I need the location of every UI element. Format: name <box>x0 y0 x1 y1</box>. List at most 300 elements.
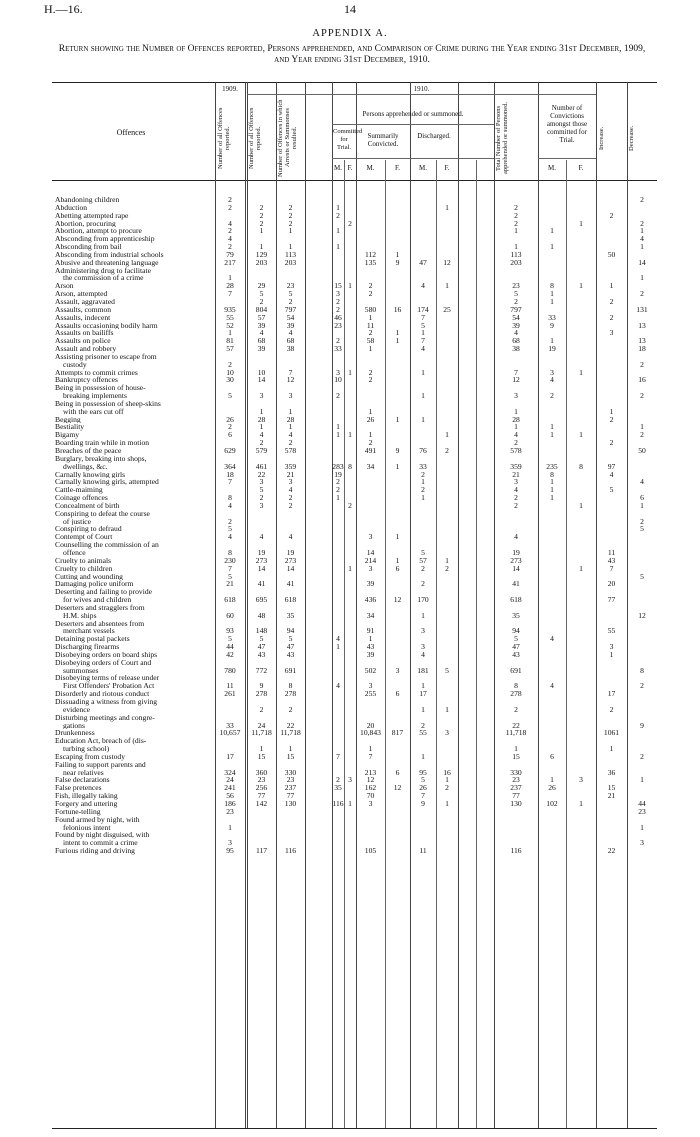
table-cell: 1 <box>336 226 340 236</box>
table-cell: 22 <box>512 720 520 730</box>
table-cell: 1 <box>609 649 614 659</box>
table-cell: 91 <box>366 626 375 636</box>
table-cell: 1 <box>609 281 614 291</box>
table-cell: 5 <box>259 289 264 299</box>
table-cell: 330 <box>284 767 297 777</box>
table-cell: 35 <box>512 610 520 620</box>
offence-name <box>55 423 210 431</box>
table-cell: 2 <box>259 704 264 714</box>
table-row <box>0 580 700 588</box>
offence-name-continued: near relatives <box>63 767 104 777</box>
table-cell: 1 <box>336 422 340 432</box>
offence-name <box>55 737 210 753</box>
table-cell: 2 <box>288 438 293 448</box>
table-cell: 47 <box>286 642 295 652</box>
table-cell: 7 <box>514 367 518 377</box>
table-cell: 5 <box>259 485 264 495</box>
table-cell: 94 <box>286 626 295 636</box>
table-cell: 7 <box>368 751 373 761</box>
table-row <box>0 565 700 573</box>
table-cell: 10 <box>257 367 266 377</box>
table-cell: 2 <box>421 469 425 479</box>
table-cell: 77 <box>286 791 295 801</box>
table-cell: 77 <box>607 595 616 605</box>
table-cell: 3 <box>445 728 449 738</box>
offence-name <box>55 659 210 675</box>
table-row <box>0 588 700 604</box>
table-cell: 39 <box>286 320 295 330</box>
table-cell: 58 <box>366 336 375 346</box>
table-row <box>0 651 700 659</box>
table-cell: 7 <box>421 336 425 346</box>
table-cell: 79 <box>226 249 234 259</box>
table-cell: 23 <box>286 775 295 785</box>
table-cell: 3 <box>579 775 583 785</box>
table-cell: 2 <box>550 391 554 401</box>
table-cell: 19 <box>286 547 295 557</box>
table-cell: 1 <box>368 344 373 354</box>
offence-name-text: Cutting and wounding <box>55 572 123 581</box>
table-cell: 21 <box>512 469 520 479</box>
table-cell: 3 <box>550 367 554 377</box>
table-cell: 2 <box>259 202 264 212</box>
table-cell: 12 <box>366 775 375 785</box>
table-cell: 797 <box>284 304 297 314</box>
summarily-m: M. <box>366 164 375 172</box>
offence-name <box>55 792 210 800</box>
table-cell: 113 <box>284 249 297 259</box>
offence-name-text: Contempt of Court <box>55 533 113 542</box>
table-cell: 2 <box>336 304 340 314</box>
table-cell: 11 <box>419 846 427 856</box>
table-row <box>0 831 700 847</box>
table-cell: 2 <box>640 195 644 204</box>
offence-name <box>55 227 210 235</box>
table-cell: 1 <box>579 218 583 228</box>
table-cell: 8 <box>348 461 352 471</box>
table-cell: 1 <box>228 822 232 832</box>
offence-name-continued: breaking implements <box>63 391 127 400</box>
table-cell: 174 <box>417 304 429 314</box>
offence-name <box>55 235 210 243</box>
offence-name <box>55 439 210 447</box>
table-cell: 4 <box>550 681 554 691</box>
offence-name-text: Arson, attempted <box>55 290 108 298</box>
discharged-f: F. <box>444 164 450 172</box>
table-cell: 44 <box>638 798 646 808</box>
offence-name <box>55 816 210 832</box>
table-cell: 2 <box>609 414 614 424</box>
table-cell: 1 <box>640 226 644 236</box>
offence-name-continued: gations <box>63 720 85 730</box>
table-cell: 28 <box>226 281 234 291</box>
table-cell: 130 <box>284 798 297 808</box>
table-row <box>0 345 700 353</box>
table-cell: 230 <box>224 555 236 565</box>
table-cell: 461 <box>255 461 268 471</box>
table-cell: 1 <box>368 744 373 754</box>
table-cell: 29 <box>257 281 266 291</box>
table-body <box>0 196 700 855</box>
offence-name-text: Failing to support parents and <box>55 760 146 769</box>
table-cell: 23 <box>512 775 520 785</box>
table-cell: 578 <box>284 446 297 455</box>
table-cell: 102 <box>546 798 558 808</box>
table-row <box>0 329 700 337</box>
table-cell: 2 <box>421 563 425 573</box>
offence-name-text: Found by night disguised, with <box>55 831 150 840</box>
offence-name-text: Carnally knowing girls <box>55 470 126 479</box>
table-cell: 129 <box>255 249 268 259</box>
table-cell: 1 <box>609 406 614 416</box>
table-cell: 2 <box>640 516 644 526</box>
table-cell: 3 <box>421 626 425 636</box>
year-1909-header: 1909. <box>222 85 238 93</box>
table-cell: 21 <box>286 469 295 479</box>
offence-name-text: Disobeying orders of Court and <box>55 658 152 667</box>
table-row <box>0 510 700 526</box>
offence-name-text: Discharging firearms <box>55 643 120 651</box>
table-cell: 3 <box>228 838 232 848</box>
table-cell: 68 <box>512 336 520 346</box>
table-cell: 162 <box>364 783 377 793</box>
table-row <box>0 816 700 832</box>
table-row <box>0 227 700 235</box>
table-cell: 44 <box>226 642 234 652</box>
table-cell: 4 <box>514 485 518 495</box>
table-row <box>0 353 700 369</box>
table-cell: 34 <box>366 610 375 620</box>
table-cell: 116 <box>284 846 297 856</box>
offence-name-text: Detaining postal packets <box>55 635 130 644</box>
table-cell: 2 <box>421 720 425 730</box>
discharged-m: M. <box>419 164 427 172</box>
table-cell: 55 <box>607 626 616 636</box>
table-row <box>0 376 700 384</box>
table-cell: 43 <box>366 642 375 652</box>
offence-name <box>55 620 210 636</box>
table-row <box>0 204 700 212</box>
table-cell: 17 <box>607 689 616 699</box>
table-cell: 21 <box>226 579 234 589</box>
offence-name-text: Disorderly and riotous conduct <box>55 690 150 698</box>
table-cell: 1 <box>368 634 373 644</box>
offence-name <box>55 259 210 267</box>
table-cell: 2 <box>288 500 293 510</box>
table-cell: 1 <box>514 406 518 416</box>
table-cell: 70 <box>366 791 375 801</box>
table-cell: 2 <box>348 500 352 510</box>
offence-name-text: Absconding from apprenticeship <box>55 235 155 244</box>
table-cell: 1061 <box>603 728 620 738</box>
table-cell: 578 <box>510 446 522 455</box>
table-cell: 618 <box>284 595 297 605</box>
table-cell: 46 <box>334 312 342 322</box>
table-cell: 26 <box>419 783 427 793</box>
summarily-f: F. <box>394 164 401 172</box>
offence-name-text: Disturbing meetings and congre- <box>55 713 155 722</box>
table-cell: 3 <box>421 642 425 652</box>
table-cell: 93 <box>226 626 234 636</box>
table-row <box>0 776 700 784</box>
offence-name <box>55 400 210 416</box>
offence-name <box>55 369 210 377</box>
table-cell: 3 <box>259 391 264 401</box>
table-cell: 1 <box>421 328 425 338</box>
offence-name-text: Forgery and uttering <box>55 799 118 808</box>
offence-name <box>55 447 210 455</box>
table-cell: 1 <box>348 367 352 377</box>
table-cell: 1 <box>550 226 554 236</box>
table-row <box>0 384 700 400</box>
table-cell: 76 <box>419 446 427 455</box>
table-cell: 237 <box>284 783 297 793</box>
table-row <box>0 447 700 455</box>
table-cell: 22 <box>286 720 295 730</box>
table-cell: 28 <box>512 414 520 424</box>
table-cell: 12 <box>393 783 402 793</box>
offence-name-text: Bigamy <box>55 431 80 440</box>
table-cell: 28 <box>257 414 266 424</box>
offence-name <box>55 353 210 369</box>
offence-name-text: Counselling the commission of an <box>55 541 159 550</box>
table-cell: 2 <box>259 218 264 228</box>
table-cell: 11 <box>226 681 234 691</box>
table-cell: 186 <box>224 798 236 808</box>
table-cell: 4 <box>288 485 293 495</box>
table-cell: 14 <box>257 563 266 573</box>
offence-name <box>55 831 210 847</box>
table-cell: 6 <box>395 689 400 699</box>
table-cell: 1 <box>421 414 425 424</box>
table-cell: 1 <box>288 744 293 754</box>
offence-name-text: Abortion, procuring <box>55 219 116 228</box>
table-cell: 113 <box>510 249 522 259</box>
table-cell: 2 <box>514 438 518 448</box>
col-all-offences-1910: Number of all Offences reported. <box>248 107 262 169</box>
table-cell: 2 <box>514 493 518 503</box>
table-cell: 2 <box>445 446 449 455</box>
table-cell: 170 <box>417 595 429 605</box>
table-cell: 1 <box>288 422 293 432</box>
table-cell: 1 <box>550 775 554 785</box>
table-cell: 1 <box>421 367 425 377</box>
table-cell: 1 <box>445 430 449 440</box>
offence-name-text: Attempts to commit crimes <box>55 368 138 377</box>
table-cell: 33 <box>334 344 342 354</box>
table-cell: 116 <box>332 798 344 808</box>
table-cell: 26 <box>366 414 375 424</box>
table-cell: 817 <box>391 728 404 738</box>
offences-header: Offences <box>116 128 146 137</box>
table-cell: 1 <box>514 422 518 432</box>
table-cell: 50 <box>638 446 646 455</box>
table-cell: 57 <box>257 312 266 322</box>
offence-name-text: Abandoning children <box>55 196 120 204</box>
table-cell: 6 <box>550 751 554 761</box>
page-number: 14 <box>344 2 356 16</box>
table-cell: 9 <box>259 681 264 691</box>
table-cell: 2 <box>228 242 232 252</box>
table-cell: 5 <box>228 524 232 534</box>
table-cell: 2 <box>609 438 614 448</box>
table-cell: 8 <box>228 493 232 503</box>
table-cell: 181 <box>417 665 429 675</box>
appendix-title: APPENDIX A. <box>312 28 388 39</box>
offence-name <box>55 525 210 533</box>
table-cell: 8 <box>550 469 554 479</box>
col-arrests: Number of Offences in which Arrests or Summonses resulted. <box>277 99 298 177</box>
table-cell: 43 <box>607 555 616 565</box>
table-cell: 1 <box>579 367 583 377</box>
offence-name <box>55 674 210 690</box>
table-cell: 23 <box>257 775 266 785</box>
table-cell: 2 <box>514 704 518 714</box>
table-cell: 14 <box>366 547 375 557</box>
offence-name <box>55 714 210 730</box>
table-cell: 1 <box>550 485 554 495</box>
table-cell: 41 <box>257 579 266 589</box>
offence-name-text: False declarations <box>55 776 110 785</box>
table-cell: 5 <box>421 320 425 330</box>
table-cell: 2 <box>445 783 449 793</box>
table-cell: 18 <box>638 344 646 354</box>
offence-name-continued: intent to commit a crime <box>63 838 138 848</box>
offence-name-text: Assaults on bailiffs <box>55 329 114 338</box>
table-cell: 38 <box>512 344 520 354</box>
table-cell: 1 <box>421 391 425 401</box>
offence-name <box>55 345 210 353</box>
table-cell: 4 <box>421 649 425 659</box>
table-cell: 1 <box>336 202 340 212</box>
table-row <box>0 220 700 228</box>
offence-name-text: Dissuading a witness from giving <box>55 698 158 706</box>
table-cell: 3 <box>609 328 614 338</box>
offence-name-continued: the commission of a crime <box>63 273 144 283</box>
offence-name-text: Drunkenness <box>55 729 95 738</box>
table-cell: 43 <box>286 649 295 659</box>
table-cell: 6 <box>395 767 400 777</box>
table-cell: 7 <box>421 312 425 322</box>
table-cell: 4 <box>514 430 518 440</box>
table-cell: 2 <box>348 218 352 228</box>
table-cell: 1 <box>514 242 518 252</box>
table-cell: 3 <box>609 642 614 652</box>
offence-name <box>55 314 210 322</box>
table-cell: 324 <box>224 767 236 777</box>
table-row <box>0 322 700 330</box>
offence-name <box>55 251 210 259</box>
table-cell: 2 <box>228 516 232 526</box>
table-cell: 1 <box>336 242 340 252</box>
table-cell: 7 <box>288 367 293 377</box>
offence-name-text: Abortion, attempt to procure <box>55 227 142 236</box>
table-cell: 491 <box>364 446 377 455</box>
table-cell: 273 <box>510 555 522 565</box>
offence-name <box>55 643 210 651</box>
table-cell: 24 <box>257 720 266 730</box>
offence-name <box>55 196 210 204</box>
table-cell: 14 <box>638 257 646 267</box>
table-cell: 2 <box>336 296 340 306</box>
table-cell: 2 <box>445 563 449 573</box>
table-cell: 48 <box>257 610 266 620</box>
table-cell: 1 <box>579 500 583 510</box>
table-cell: 11 <box>366 320 375 330</box>
table-cell: 4 <box>550 375 554 385</box>
persons-rule <box>332 124 494 125</box>
offence-name <box>55 220 210 228</box>
table-cell: 47 <box>512 642 520 652</box>
offence-name-text: Fish, illegally taking <box>55 792 118 800</box>
offence-name <box>55 337 210 345</box>
table-row <box>0 431 700 439</box>
table-cell: 41 <box>512 579 520 589</box>
table-row <box>0 784 700 792</box>
table-cell: 1 <box>609 744 614 754</box>
table-cell: 57 <box>419 555 427 565</box>
table-row <box>0 800 700 808</box>
table-cell: 6 <box>395 563 400 573</box>
table-cell: 60 <box>226 610 234 620</box>
table-cell: 780 <box>224 665 236 675</box>
offence-name-continued: for wives and children <box>63 595 132 604</box>
table-cell: 5 <box>288 289 293 299</box>
table-cell: 1 <box>259 744 264 754</box>
table-row <box>0 306 700 314</box>
table-cell: 214 <box>364 555 377 565</box>
offence-name <box>55 267 210 283</box>
document-reference: H.—16. <box>44 2 83 16</box>
table-cell: 2 <box>228 226 232 236</box>
table-row <box>0 714 700 730</box>
offence-name <box>55 282 210 290</box>
table-cell: 2 <box>421 485 425 495</box>
table-cell: 2 <box>259 438 264 448</box>
table-cell: 19 <box>548 344 556 354</box>
table-cell: 1 <box>348 563 352 573</box>
table-cell: 35 <box>286 610 295 620</box>
table-row <box>0 533 700 541</box>
table-cell: 2 <box>288 202 293 212</box>
offence-name-text: Assaults, indecent <box>55 313 111 322</box>
table-row <box>0 478 700 486</box>
table-row <box>0 243 700 251</box>
table-cell: 4 <box>288 430 293 440</box>
table-cell: 52 <box>226 320 234 330</box>
table-cell: 1 <box>579 563 583 573</box>
table-row <box>0 620 700 636</box>
convictions-header: Number of Convictions amongst those committed for Trial. <box>546 104 588 144</box>
table-cell: 12 <box>393 595 402 605</box>
table-cell: 17 <box>226 751 234 761</box>
table-row <box>0 674 700 690</box>
table-cell: 68 <box>286 336 295 346</box>
table-cell: 1 <box>640 273 644 283</box>
offence-name <box>55 761 210 777</box>
table-cell: 15 <box>334 281 342 291</box>
offence-name-text: Abduction <box>55 203 88 212</box>
offence-name-text: Carnally knowing girls, attempted <box>55 478 159 487</box>
table-cell: 2 <box>336 485 340 495</box>
table-cell: 4 <box>550 634 554 644</box>
table-cell: 3 <box>514 477 518 487</box>
table-cell: 2 <box>228 359 232 369</box>
table-cell: 4 <box>640 477 644 487</box>
table-row <box>0 282 700 290</box>
offence-name-text: Education Act, breach of (dis- <box>55 737 147 746</box>
table-cell: 4 <box>288 328 293 338</box>
